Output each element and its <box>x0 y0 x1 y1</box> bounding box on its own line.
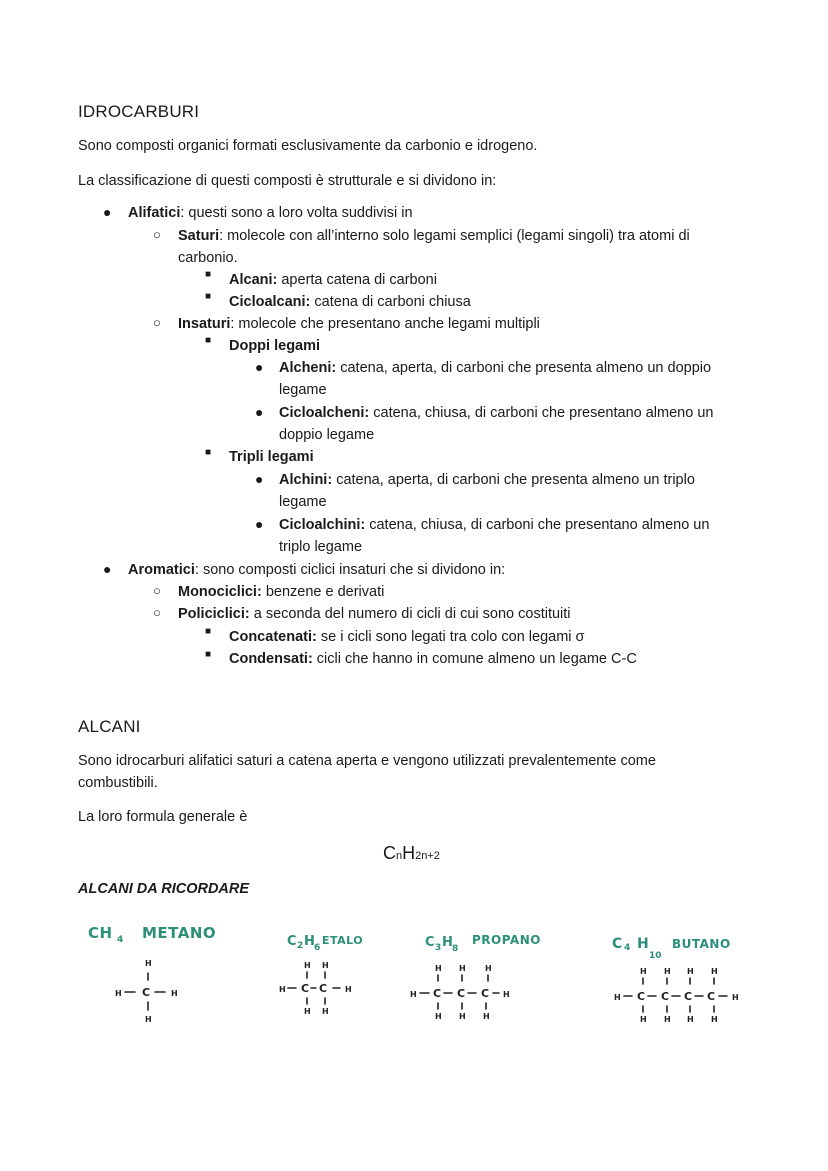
bullet-square: ■ <box>205 649 212 660</box>
svg-text:H: H <box>687 967 694 976</box>
section-title: ALCANI <box>78 717 141 736</box>
svg-text:H: H <box>614 993 621 1002</box>
list-item: Policiclici: a seconda del numero di cicli di cui sono costituiti <box>178 606 571 622</box>
bullet-circle: ○ <box>153 583 161 598</box>
svg-text:H: H <box>410 990 417 999</box>
bullet-disc: ● <box>255 516 264 532</box>
svg-text:C: C <box>684 990 693 1003</box>
bullet-circle: ○ <box>153 227 161 242</box>
svg-text:H: H <box>732 993 739 1002</box>
svg-text:3: 3 <box>435 943 442 953</box>
list-item: Alifatici: questi sono a loro volta suddivisi in <box>128 205 413 221</box>
list-item: Monociclici: benzene e derivati <box>178 584 385 600</box>
list-item-continuation: carbonio. <box>178 250 238 266</box>
svg-text:H: H <box>145 1015 152 1024</box>
list-item: Saturi: molecole con all’interno solo legami semplici (legami singoli) tra atomi di <box>178 228 690 244</box>
svg-text:H: H <box>304 1007 311 1016</box>
list-item: Cicloalcheni: catena, chiusa, di carboni che presentano almeno un <box>279 405 714 421</box>
svg-text:C: C <box>301 982 310 995</box>
svg-text:ETALO: ETALO <box>322 934 364 947</box>
svg-text:H: H <box>637 936 650 952</box>
list-item-continuation: legame <box>279 382 327 398</box>
list-item: Cicloalchini: catena, chiusa, di carboni che presentano almeno un <box>279 517 710 533</box>
list-item: Doppi legami <box>229 338 321 354</box>
svg-text:BUTANO: BUTANO <box>672 937 731 951</box>
butane-structure <box>614 967 739 1024</box>
svg-text:H: H <box>442 935 454 950</box>
svg-text:H: H <box>279 985 286 994</box>
svg-text:H: H <box>711 967 718 976</box>
list-item: Aromatici: sono composti ciclici insaturi che si dividono in: <box>128 562 506 578</box>
svg-text:C: C <box>661 990 670 1003</box>
list-item: Condensati: cicli che hanno in comune almeno un legame C-C <box>229 651 637 667</box>
bullet-square: ■ <box>205 626 212 637</box>
list-item: Tripli legami <box>229 449 314 465</box>
svg-text:C: C <box>481 987 490 1000</box>
svg-text:H: H <box>459 1012 466 1021</box>
classification-paragraph: La classificazione di questi composti è strutturale e si dividono in: <box>78 173 497 189</box>
svg-text:C: C <box>425 935 436 950</box>
bullet-disc: ● <box>103 561 112 577</box>
bullet-circle: ○ <box>153 605 161 620</box>
list-item-continuation: triplo legame <box>279 539 363 555</box>
butane-label <box>612 936 731 961</box>
svg-text:H: H <box>711 1015 718 1024</box>
svg-text:C: C <box>319 982 328 995</box>
svg-text:8: 8 <box>452 944 459 954</box>
svg-text:H: H <box>485 964 492 973</box>
bullet-square: ■ <box>205 291 212 302</box>
svg-text:H: H <box>687 1015 694 1024</box>
svg-text:10: 10 <box>649 951 662 961</box>
svg-text:C: C <box>142 986 151 999</box>
svg-text:C: C <box>612 936 623 952</box>
svg-text:H: H <box>345 985 352 994</box>
propane-label <box>425 933 541 954</box>
svg-text:H: H <box>115 989 122 998</box>
svg-text:H: H <box>304 934 316 949</box>
list-item: Cicloalcani: catena di carboni chiusa <box>229 294 471 310</box>
svg-text:H: H <box>503 990 510 999</box>
list-item: Alcani: aperta catena di carboni <box>229 272 437 288</box>
svg-text:6: 6 <box>314 943 321 953</box>
list-item: Alcheni: catena, aperta, di carboni che presenta almeno un doppio <box>279 360 712 376</box>
svg-text:H: H <box>483 1012 490 1021</box>
svg-text:C: C <box>637 990 646 1003</box>
svg-text:H: H <box>171 989 178 998</box>
list-item: Alchini: catena, aperta, di carboni che presenta almeno un triplo <box>279 472 695 488</box>
ethane-structure <box>279 961 352 1016</box>
svg-text:C: C <box>707 990 716 1003</box>
list-item-continuation: legame <box>279 494 327 510</box>
svg-text:4: 4 <box>624 943 631 953</box>
alcani-paragraph: Sono idrocarburi alifatici saturi a catena aperta e vengono utilizzati prevalentemente come <box>78 753 656 769</box>
svg-text:2: 2 <box>297 941 304 951</box>
bullet-square: ■ <box>205 269 212 280</box>
svg-text:H: H <box>459 964 466 973</box>
list-item-continuation: doppio legame <box>279 427 375 443</box>
svg-text:H: H <box>640 1015 647 1024</box>
svg-text:H: H <box>664 1015 671 1024</box>
svg-text:H: H <box>304 961 311 970</box>
bullet-disc: ● <box>255 404 264 420</box>
svg-text:C: C <box>287 934 298 949</box>
intro-paragraph: Sono composti organici formati esclusivamente da carbonio e idrogeno. <box>78 138 538 154</box>
svg-text:CH: CH <box>88 924 113 942</box>
list-item: Concatenati: se i cicli sono legati tra colo con legami σ <box>229 629 585 645</box>
propane-structure <box>410 964 510 1021</box>
svg-text:H: H <box>435 964 442 973</box>
alcani-paragraph-continuation: combustibili. <box>78 775 158 791</box>
molecules-drawing <box>0 910 828 1040</box>
bullet-disc: ● <box>255 359 264 375</box>
bullet-square: ■ <box>205 447 212 458</box>
svg-text:METANO: METANO <box>142 924 217 942</box>
bullet-circle: ○ <box>153 315 161 330</box>
svg-text:H: H <box>435 1012 442 1021</box>
bullet-square: ■ <box>205 335 212 346</box>
formula-intro: La loro formula generale è <box>78 809 248 825</box>
bullet-disc: ● <box>255 471 264 487</box>
svg-text:4: 4 <box>117 935 124 945</box>
list-item: Insaturi: molecole che presentano anche legami multipli <box>178 316 540 332</box>
svg-text:PROPANO: PROPANO <box>472 933 541 947</box>
subsection-title: ALCANI DA RICORDARE <box>78 881 250 897</box>
methane-structure <box>115 959 178 1024</box>
general-formula: CnH2n+2 <box>383 843 440 863</box>
svg-text:H: H <box>664 967 671 976</box>
svg-text:H: H <box>322 961 329 970</box>
svg-text:H: H <box>640 967 647 976</box>
methane-label <box>88 924 216 945</box>
svg-text:H: H <box>145 959 152 968</box>
svg-text:C: C <box>457 987 466 1000</box>
section-title: IDROCARBURI <box>78 102 200 121</box>
svg-text:C: C <box>433 987 442 1000</box>
ethane-label <box>287 934 363 953</box>
svg-text:H: H <box>322 1007 329 1016</box>
bullet-disc: ● <box>103 204 112 220</box>
